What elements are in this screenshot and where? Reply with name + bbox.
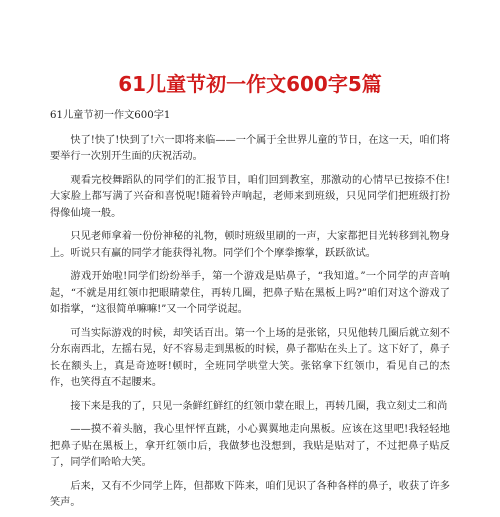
paragraph: 接下来是我的了，只见一条鲜红鲜红的红领巾蒙在眼上，再转几圈，我立刻丈二和尚: [70, 400, 448, 412]
paragraph: 可当实际游戏的时候，却笑话百出。第一个上场的是张铭，只见他转几圈后就立刻不分东南西北，左摇右晃，好不容易走到黑板的时候，鼻子都贴在头上了。这下好了，鼻子长在额头上，真是奇迹呀!顿时，全班同学哄堂大笑。张铭拿下红领巾，看见自己的杰作，也笑得直不起腰来。: [50, 327, 450, 388]
paragraph: 游戏开始啦!同学们纷纷举手，第一个游戏是贴鼻子，“我知道。”一个同学的声音响起，“不就是用红领巾把眼睛蒙住，再转几圈，把鼻子贴在黑板上吗?”咱们对这个游戏了如指掌，“这很简单嘛嘛!”又一个同学说起。: [50, 271, 450, 315]
paragraph: 只见老师拿着一份份神秘的礼物，顿时班级里刷的一声，大家都把目光转移到礼物身上。听说只有赢的同学才能获得礼物。同学们个个摩拳擦掌，跃跃欲试。: [50, 231, 450, 259]
paragraph: 观看完校舞蹈队的同学们的汇报节目，咱们回到教室，那激动的心情早已按捺不住!大家脸上都写满了兴奋和喜悦呢!随着铃声响起，老师来到班级，只见同学们把班级打扮得像仙境一般。: [50, 174, 450, 219]
paragraph: ——摸不着头脑，我心里怦怦直跳，小心翼翼地走向黑板。应该在这里吧!我轻轻地把鼻子贴在黑板上，拿开红领巾后，我做梦也没想到，我贴是贴对了，不过把鼻子贴反了，同学们哈哈大笑。: [50, 424, 450, 468]
paragraph: 后来，又有不少同学上阵，但都败下阵来，咱们见识了各种各样的鼻子，收获了许多笑声。: [50, 480, 450, 508]
article-body: [50, 108, 450, 517]
section-subtitle: 61儿童节初一作文600字1: [50, 110, 171, 121]
document-title: 61儿童节初一作文600字5篇: [118, 72, 382, 96]
paragraph: 快了!快了!快到了!六一即将来临——一个属于全世界儿童的节日，在这一天，咱们将要举行一次别开生面的庆祝活动。: [50, 134, 450, 162]
